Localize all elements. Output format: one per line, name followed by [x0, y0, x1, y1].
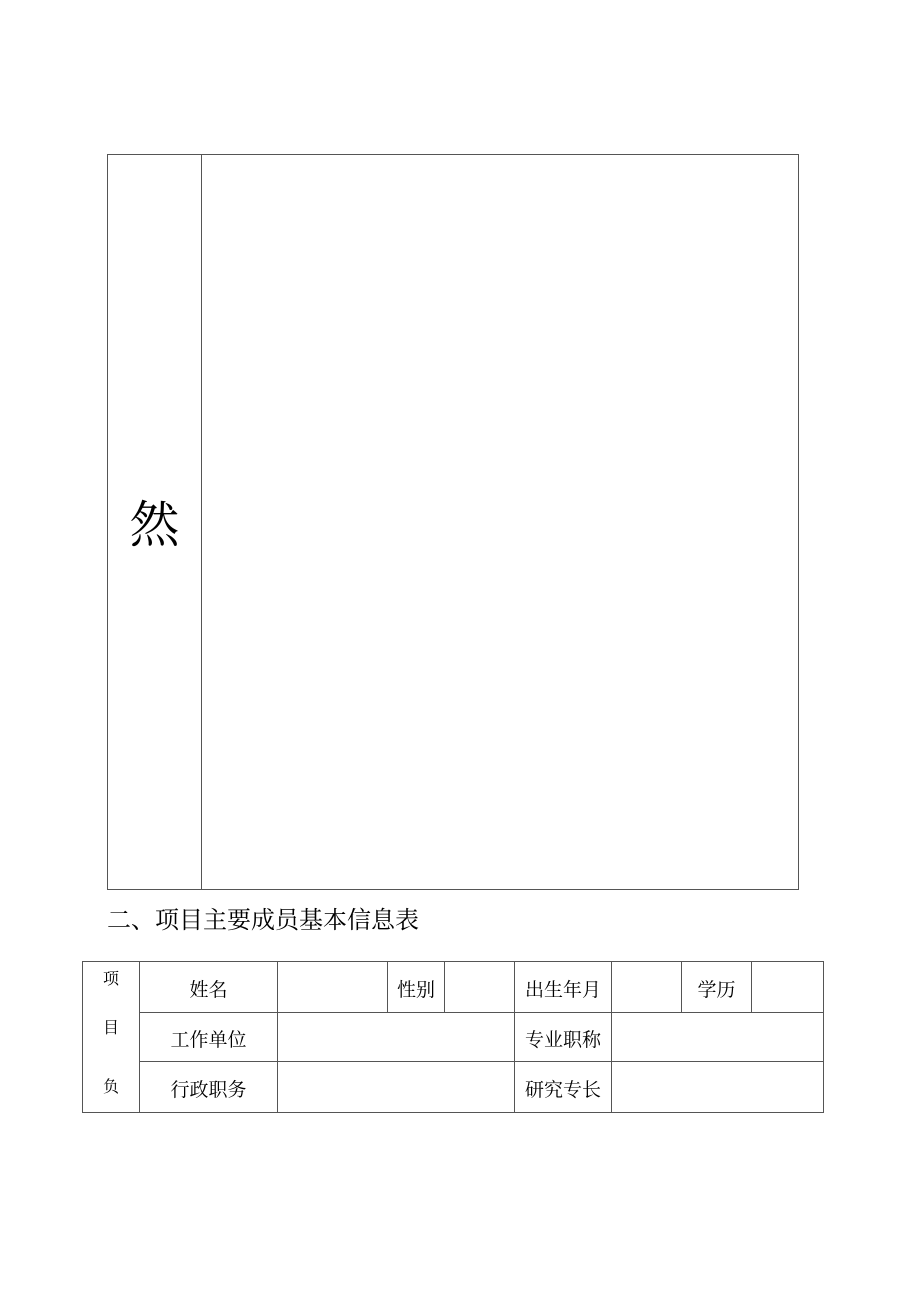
side-label-char: 项 [102, 969, 119, 988]
name-label: 姓名 [189, 978, 228, 1001]
work-unit-label: 工作单位 [170, 1028, 247, 1051]
admin-post-label: 行政职务 [170, 1078, 247, 1101]
birth-field[interactable] [612, 962, 681, 1012]
frame-content-area[interactable] [202, 155, 798, 889]
birth-label: 出生年月 [524, 978, 601, 1001]
name-field[interactable] [278, 962, 387, 1012]
member-info-table [82, 961, 824, 1113]
gender-label: 性别 [396, 978, 435, 1001]
admin-post-field[interactable] [278, 1062, 514, 1112]
specialty-field[interactable] [612, 1062, 823, 1112]
work-unit-field[interactable] [278, 1013, 514, 1061]
section-title: 二、项目主要成员基本信息表 [107, 906, 419, 934]
specialty-label: 研究专长 [524, 1078, 601, 1101]
gender-field[interactable] [445, 962, 514, 1012]
side-label-char: 负 [102, 1077, 119, 1096]
education-field[interactable] [752, 962, 823, 1012]
education-label: 学历 [697, 978, 736, 1001]
frame-left-label: 然 [129, 496, 180, 554]
title-label: 专业职称 [524, 1028, 601, 1051]
top-frame-box [107, 154, 799, 890]
title-field[interactable] [612, 1013, 823, 1061]
side-label-char: 目 [102, 1018, 119, 1037]
